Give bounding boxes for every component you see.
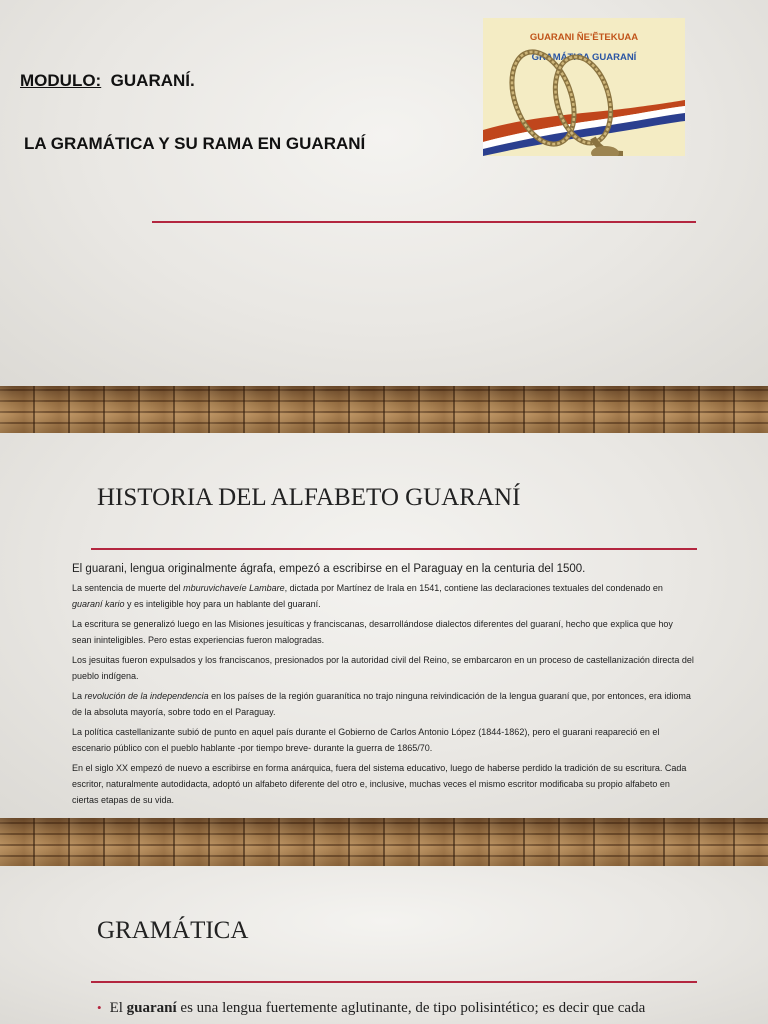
title-divider xyxy=(152,221,696,223)
history-text xyxy=(72,562,694,812)
bullet-item: • El guaraní es una lengua fuertemente aglutinante, de tipo polisintético; es decir que cada xyxy=(97,1000,646,1016)
paragraph: Los jesuitas fueron expulsados y los franciscanos, presionados por la autoridad civil del Reino, se embarcaron en un proceso de castellanización directa del pueblo indígena. xyxy=(72,655,694,681)
title-divider xyxy=(91,981,697,983)
module-label: MODULO: xyxy=(20,71,102,90)
title-divider xyxy=(91,548,697,550)
slide-3-title: GRAMÁTICA xyxy=(97,917,249,944)
paragraph: La revolución de la independencia en los países de la región guaranítica no trajo ninguna reivindicación de la lengua guaraní que, por entonces, era idioma de la absoluta mayoría, sobre todo en el Paraguay. xyxy=(72,691,691,717)
paragraph: La sentencia de muerte del mburuvichaveíe Lambare, dictada por Martínez de Irala en 1541, contiene las declaraciones textuales del condenado en guaraní kario y es inteligible hoy para un hablante del guaraní. xyxy=(72,583,663,609)
module-value: GUARANÍ. xyxy=(110,71,195,90)
guarani-logo xyxy=(483,18,685,156)
wood-floor-divider xyxy=(0,818,768,866)
logo-line-1: GUARANI ÑE'ẼTEKUAA xyxy=(529,32,639,43)
paragraph: El guarani, lengua originalmente ágrafa, empezó a escribirse en el Paraguay en la centuria del 1500. xyxy=(72,563,586,575)
slide-1 xyxy=(0,0,768,388)
logo-line-2: GRAMÁTICA GUARANÍ xyxy=(531,52,637,63)
bullet-icon: • xyxy=(97,1000,102,1015)
paragraph: La política castellanizante subió de punto en aquel país durante el Gobierno de Carlos Antonio López (1844-1862), pero el guarani reapareció en el escenario público con el pueblo hablante -por tiempo breve- durante la guerra de 1865/70. xyxy=(72,727,660,753)
flag-rope-icon xyxy=(483,18,685,156)
paragraph: La escritura se generalizó luego en las Misiones jesuíticas y franciscanas, desarrollándose dialectos diferentes del guaraní, hecho que explica que hoy sean ininteligibles. Pero estas experiencias fueron malogradas. xyxy=(72,619,673,645)
module-heading xyxy=(20,71,195,91)
slide-2-title: HISTORIA DEL ALFABETO GUARANÍ xyxy=(97,484,521,511)
slide-1-title: LA GRAMÁTICA Y SU RAMA EN GUARANÍ xyxy=(24,134,366,153)
paragraph: En el siglo XX empezó de nuevo a escribirse en forma anárquica, fuera del sistema educativo, luego de haberse perdido la tradición de su escritura. Cada escritor, naturalmente autodidacta, adoptó un alfabeto diferente del otro e, inclusive, muchas veces el mismo escritor modificaba su propio alfabeto en ciertas etapas de su vida. xyxy=(72,763,687,805)
wood-floor-divider xyxy=(0,386,768,433)
